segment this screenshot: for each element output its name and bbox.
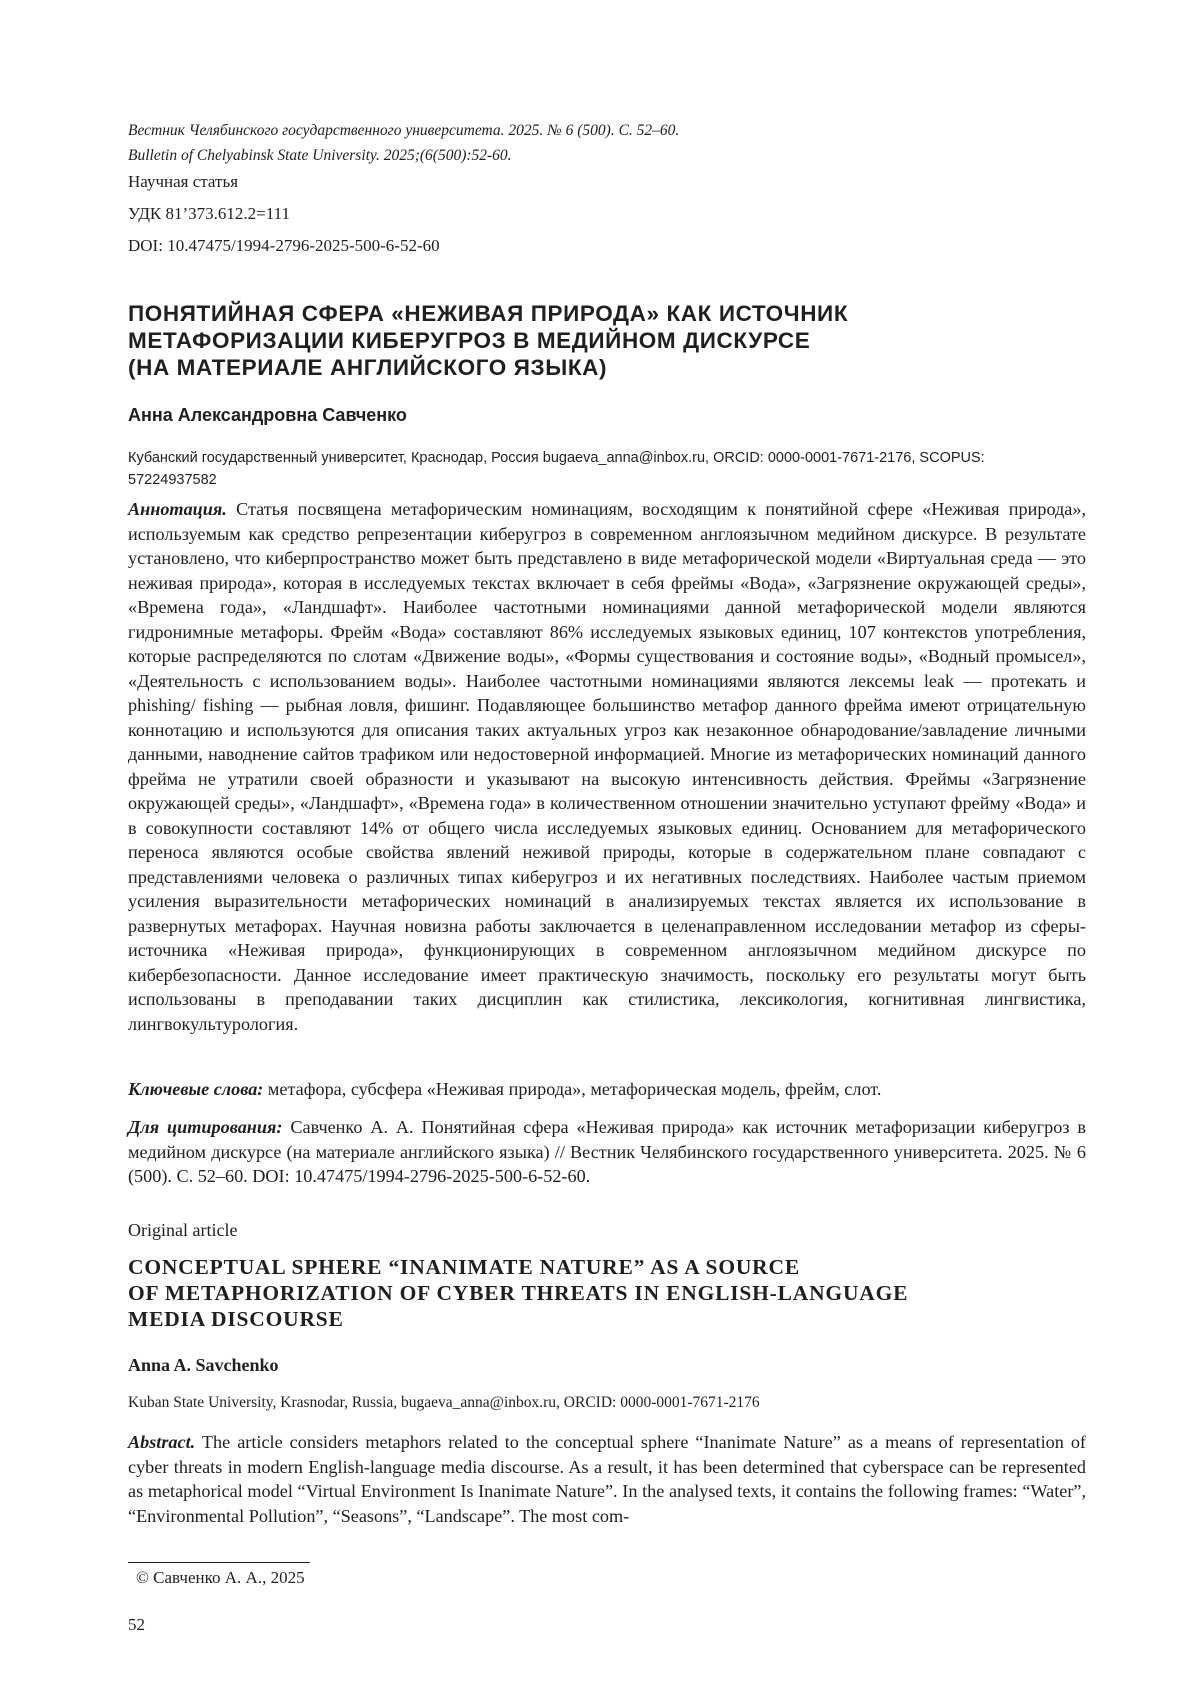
citation-ru-text: Савченко А. А. Понятийная сфера «Неживая природа» как источник метафоризации киберугроз в медийном дискурсе (на материале английского языка) // Вестник Челябинского государственного университета. 2025. № 6 (500). С. 52–60. DOI: 10.47475/1994-2796-2025-500-6-52-60. [128, 1117, 1087, 1186]
author-en: Anna A. Savchenko [128, 1355, 279, 1375]
citation-ru [128, 1115, 1086, 1189]
copyright-note: © Савченко А. А., 2025 [136, 1568, 305, 1587]
citation-ru-label: Для цитирования: [128, 1117, 283, 1137]
abstract-ru-text: Статья посвящена метафорическим номинациям, восходящим к понятийной сфере «Неживая природа», используемым как средство репрезентации киберугроз в современном англоязычном медийном дискурсе. В результате установлено, что киберпространство может быть представлено в виде метафорической модели «Виртуальная среда — это неживая природа», которая в исследуемых текстах включает в себя фреймы «Вода», «Загрязнение окружающей среды», «Времена года», «Ландшафт». Наиболее частотными номинациями данной метафорической модели являются гидронимные метафоры. Фрейм «Вода» составляют 86% исследуемых языковых единиц, 107 контекстов употребления, которые распределяются по слотам «Движение воды», «Формы существования и состояние воды», «Водный промысел», «Деятельность с использованием воды». Наиболее частотными номинациями являются лексемы leak — протекать и phishing/ fishing — рыбная ловля, фишинг. Подавляющее большинство метафор данного фрейма имеют отрицательную коннотацию и используются для описания таких актуальных угроз как незаконное обнародование/завладение личными данными, наводнение сайтов трафиком или недостоверной информацией. Многие из метафорических номинаций данного фрейма не утратили своей образности и указывают на высокую интенсивность действия. Фреймы «Загрязнение окружающей среды», «Ландшафт», «Времена года» в количественном отношении значительно уступают фрейму «Вода» и в совокупности составляют 14% от общего числа исследуемых языковых единиц. Основанием для метафорического переноса являются особые свойства явлений неживой природы, которые в содержательном плане совпадают с представлениями человека о различных типах киберугроз и их негативных последствиях. Наиболее частым приемом усиления выразительности метафорических номинаций в анализируемых текстах является их использование в развернутых метафорах. Научная новизна работы заключается в целенаправленном исследовании метафор из сферы-источника «Неживая природа», функционирующих в современном англоязычном медийном дискурсе по кибербезопасности. Данное исследование имеет практическую значимость, поскольку его результаты могут быть использованы в преподавании таких дисциплин как стилистика, лексикология, когнитивная лингвистика, лингвокультурология. [128, 499, 1086, 1034]
doi: DOI: 10.47475/1994-2796-2025-500-6-52-60 [128, 236, 440, 255]
abstract-en-label: Abstract. [128, 1432, 196, 1452]
keywords-ru-label: Ключевые слова: [128, 1079, 264, 1099]
abstract-en-text: The article considers metaphors related to the conceptual sphere “Inanimate Nature” as a means of representation of cyber threats in modern English-language media discourse. As a result, it has been determined that cyberspace can be represented as metaphorical model “Virtual Environment Is Inanimate Nature”. In the analysed texts, it contains the following frames: “Water”, “Environmental Pollution”, “Seasons”, “Landscape”. The most com- [128, 1432, 1086, 1526]
title-ru-line: (НА МАТЕРИАЛЕ АНГЛИЙСКОГО ЯЗЫКА) [128, 355, 608, 380]
affiliation-en: Kuban State University, Krasnodar, Russia, bugaeva_anna@inbox.ru, ORCID: 0000-0001-7671-2176 [128, 1394, 760, 1411]
footnote-divider [128, 1562, 310, 1563]
title-ru [128, 300, 1068, 381]
title-en [128, 1254, 1068, 1332]
article-type-en: Original article [128, 1220, 238, 1240]
title-en-line: OF METAPHORIZATION OF CYBER THREATS IN ENGLISH-LANGUAGE [128, 1281, 909, 1305]
title-en-line: CONCEPTUAL SPHERE “INANIMATE NATURE” AS A SOURCE [128, 1255, 800, 1279]
article-type-ru: Научная статья [128, 172, 239, 191]
keywords-ru-text: метафора, субсфера «Неживая природа», метафорическая модель, фрейм, слот. [267, 1079, 882, 1099]
abstract-ru [128, 497, 1086, 1036]
journal-line-en: Bulletin of Chelyabinsk State University. 2025;(6(500):52-60. [128, 147, 512, 164]
title-ru-line: МЕТАФОРИЗАЦИИ КИБЕРУГРОЗ В МЕДИЙНОМ ДИСКУРСЕ [128, 328, 811, 353]
affiliation-ru: Кубанский государственный университет, Краснодар, Россия bugaeva_anna@inbox.ru, ORCID: 0000-0001-7671-2176, SCOPUS: 57224937582 [128, 450, 985, 488]
abstract-ru-label: Аннотация. [128, 499, 227, 519]
journal-header [128, 118, 1028, 168]
author-ru: Анна Александровна Савченко [128, 405, 407, 425]
udc-code: УДК 81’373.612.2=111 [128, 204, 290, 223]
title-ru-line: ПОНЯТИЙНАЯ СФЕРА «НЕЖИВАЯ ПРИРОДА» КАК ИСТОЧНИК [128, 301, 849, 326]
journal-line-ru: Вестник Челябинского государственного университета. 2025. № 6 (500). С. 52–60. [128, 122, 680, 139]
page-number: 52 [128, 1615, 145, 1634]
title-en-line: MEDIA DISCOURSE [128, 1307, 344, 1331]
keywords-ru [128, 1077, 1086, 1102]
abstract-en [128, 1430, 1086, 1528]
